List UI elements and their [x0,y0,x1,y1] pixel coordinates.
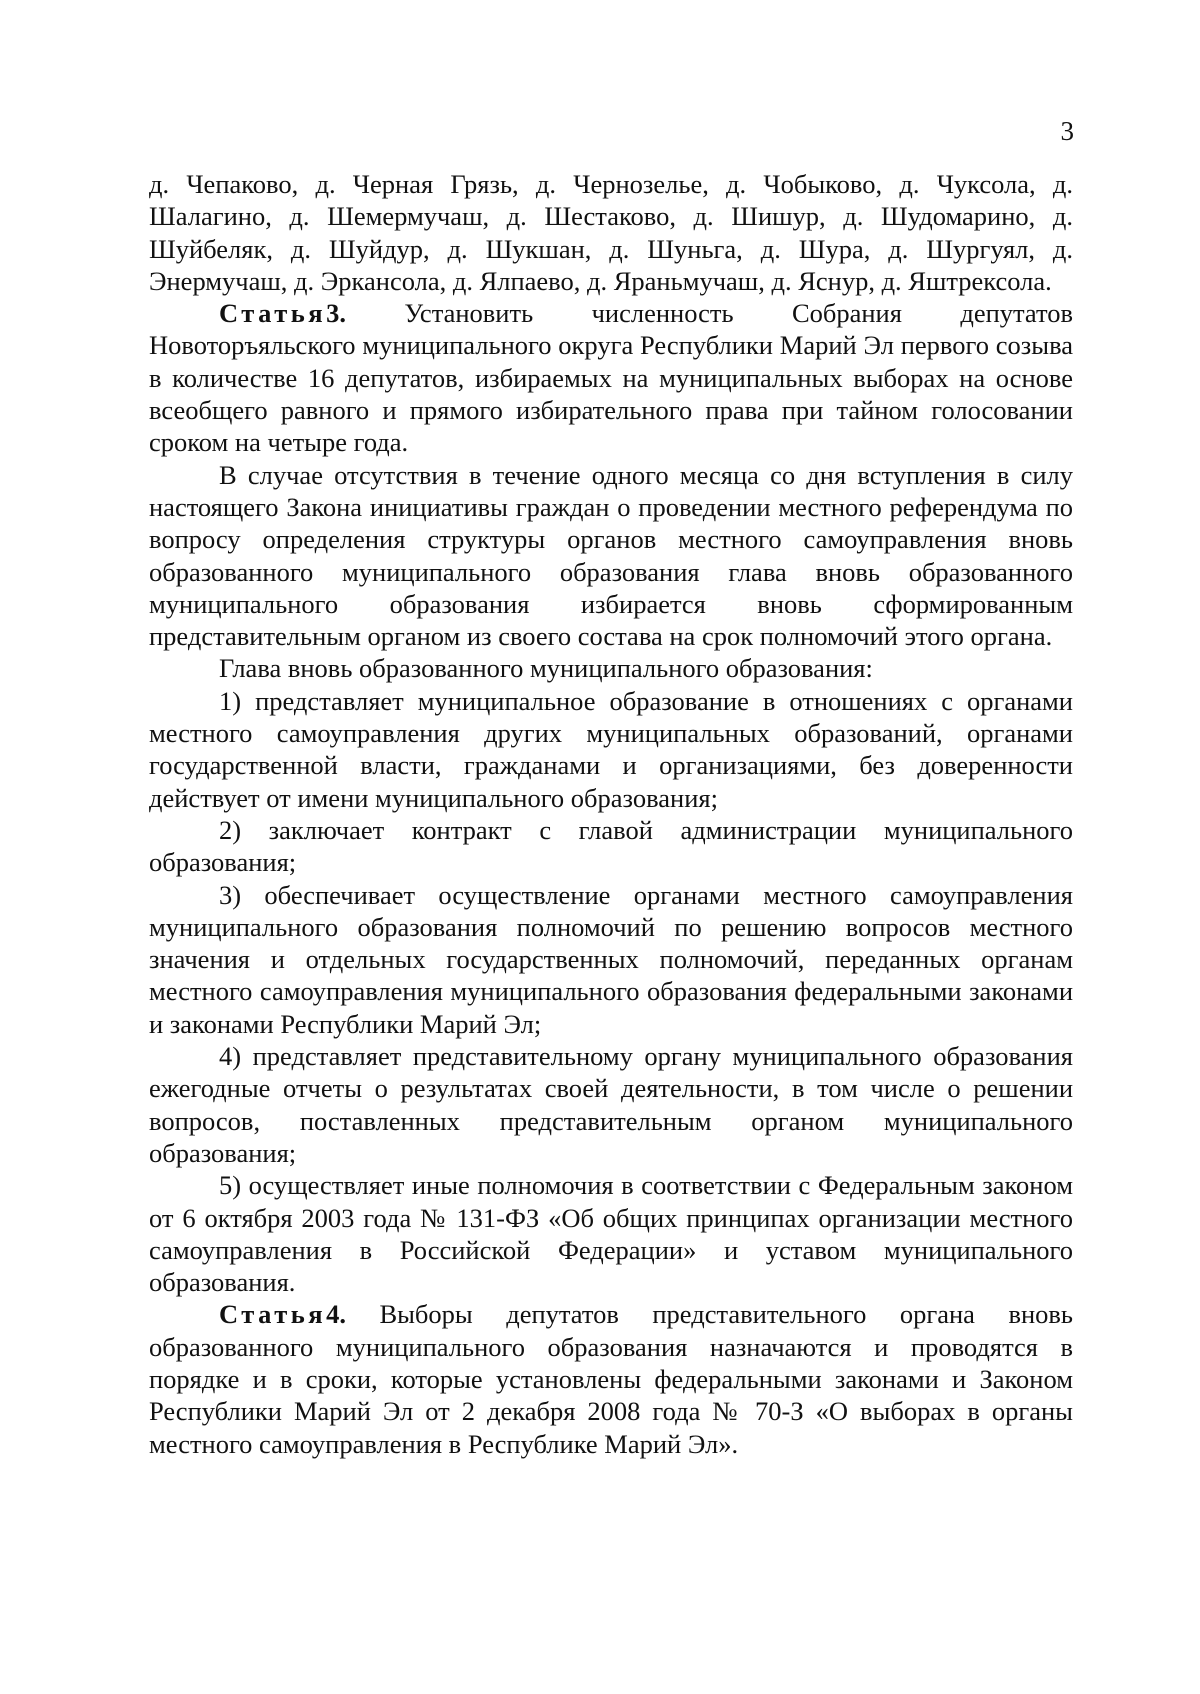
article-3-paragraph [149,297,1073,458]
powers-item-5: 5) осуществляет иные полномочия в соответствии с Федеральным законом от 6 октября 2003 года № 131-ФЗ «Об общих принципах организации местного самоуправления в Российской Федерации» и уставом муниципального образования. [149,1170,1073,1298]
article-3-number: 3. [326,298,346,329]
head-powers-intro: Глава вновь образованного муниципального образования: [219,653,873,684]
document-body [149,168,1073,1460]
powers-item-1: 1) представляет муниципальное образование в отношениях с органами местного самоуправления других муниципальных образований, органами государственной власти, гражданами и организациями, без доверенности действует от имени муниципального образования; [149,685,1073,813]
article-4-label: Статья [219,1299,327,1330]
page-number: 3 [1060,116,1074,146]
powers-item-3: 3) обеспечивает осуществление органами местного самоуправления муниципального образования полномочий по решению вопросов местного значения и отдельных государственных полномочий, переданных органам местного самоуправления муниципального образования федеральными законами и законами Республики Марий Эл; [149,879,1073,1039]
article-4-paragraph [149,1298,1073,1459]
article-4-text: Выборы депутатов представительного органа вновь образованного муниципального образования назначаются и проводятся в порядке и в сроки, которые установлены федеральными законами и Законом Республики Марий Эл от 2 декабря 2008 года № 70-З «О выборах в органы местного самоуправления в Республике Марий Эл». [149,1299,1073,1459]
article-3-label: Статья [219,298,327,329]
absence-case-paragraph: В случае отсутствия в течение одного месяца со дня вступления в силу настоящего Закона инициативы граждан о проведении местного референдума по вопросу определения структуры органов местного самоуправления вновь образованного муниципального образования глава вновь образованного муниципального образования избирается вновь сформированным представительным органом из своего состава на срок полномочий этого органа. [149,459,1073,652]
powers-item-2: 2) заключает контракт с главой администрации муниципального образования; [149,814,1073,878]
powers-item-4: 4) представляет представительному органу муниципального образования ежегодные отчеты о результатах своей деятельности, в том числе о решении вопросов, поставленных представительным органом муниципального образования; [149,1041,1073,1168]
villages-list-paragraph: д. Чепаково, д. Черная Грязь, д. Чернозелье, д. Чобыково, д. Чуксола, д. Шалагино, д. Шемермучаш, д. Шестаково, д. Шишур, д. Шудомарино, д. Шуйбеляк, д. Шуйдур, д. Шукшан, д. Шуньга, д. Шура, д. Шургуял, д. Энермучаш, д. Эркансола, д. Ялпаево, д. Яраньмучаш, д. Яснур, д. Яштрексола. [149,169,1073,296]
article-3-text: Установить численность Собрания депутатов Новоторъяльского муниципального округа Республики Марий Эл первого созыва в количестве 16 депутатов, избираемых на муниципальных выборах на основе всеобщего равного и прямого избирательного права при тайном голосовании сроком на четыре года. [149,298,1073,458]
article-4-number: 4. [326,1299,346,1330]
